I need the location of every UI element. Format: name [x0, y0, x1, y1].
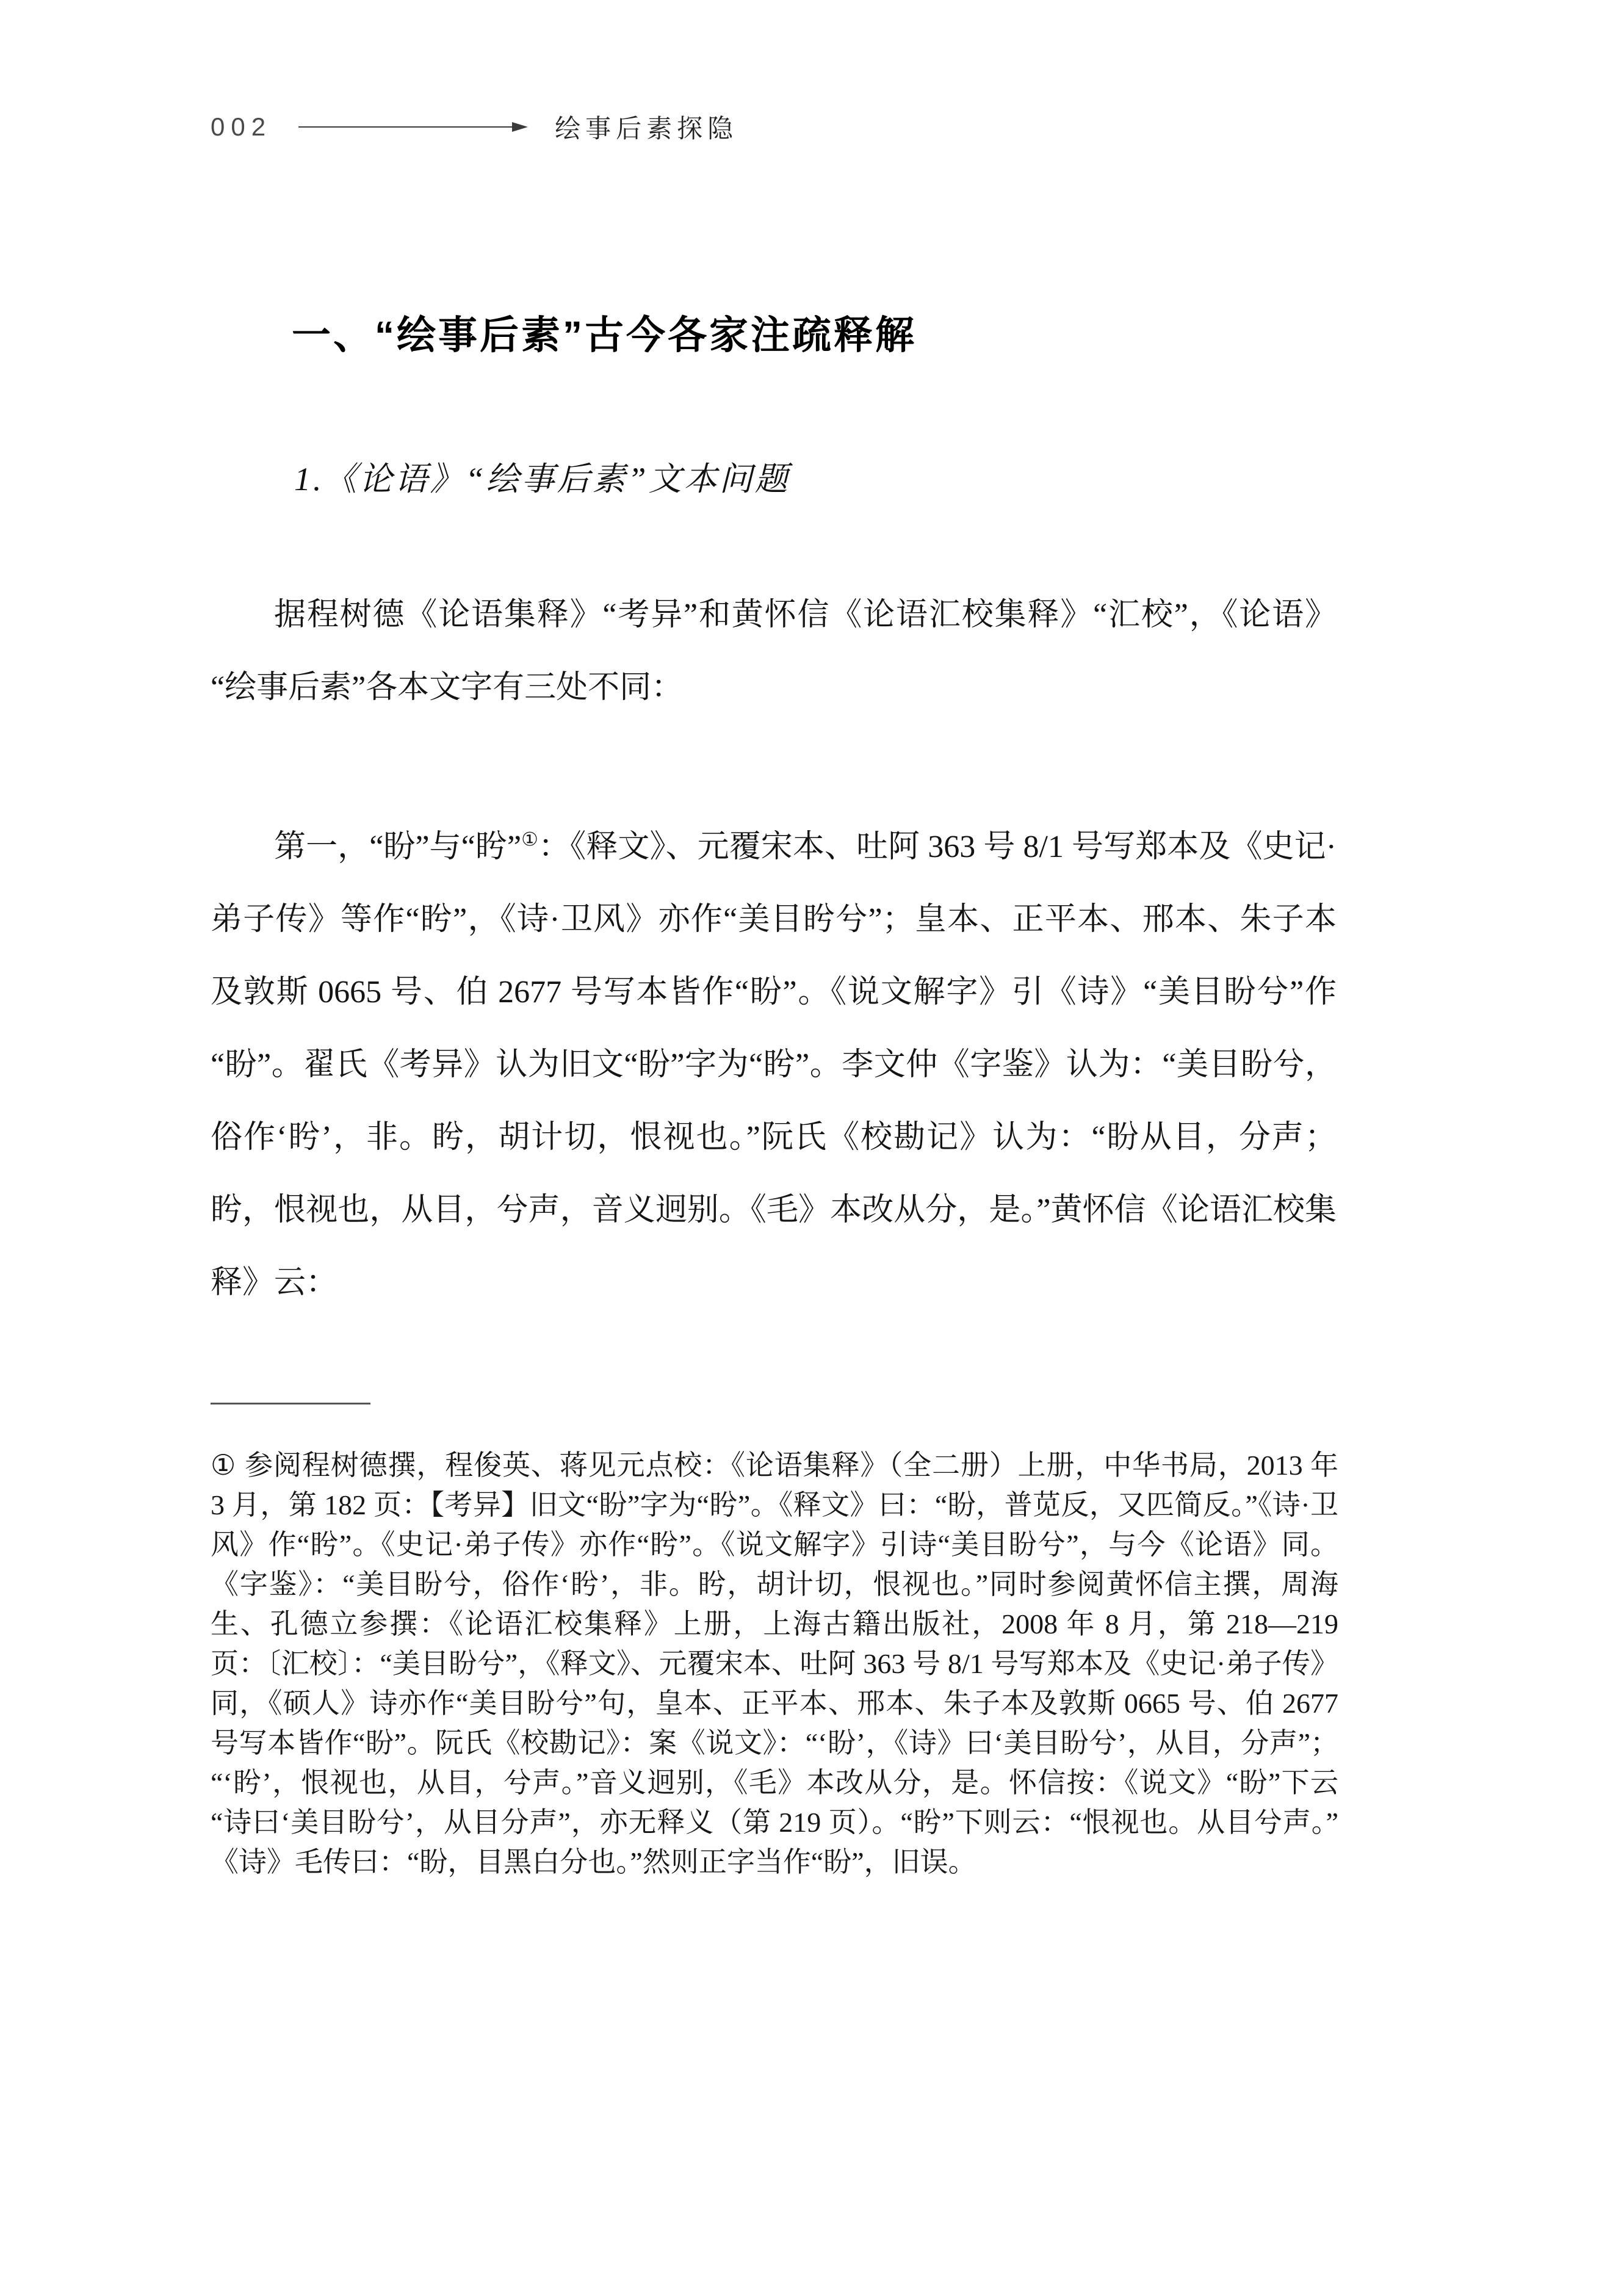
running-header [211, 109, 1340, 145]
footnote-body: 参阅程树德撰，程俊英、蒋见元点校：《论语集释》（全二册）上册，中华书局，2013 年 3 月，第 182 页：【考异】旧文“盼”字为“盻”。《释文》曰：“盼，普苋反，又匹简反。”《诗·卫风》作“盻”。《史记·弟子传》亦作“盻”。《说文解字》引诗“美目盼兮”，与今《论语》同。《字鉴》：“美目盼兮，俗作‘盻’，非。盻，胡计切，恨视也。”同时参阅黄怀信主撰，周海生、孔德立参撰：《论语汇校集释》上册，上海古籍出版社，2008 年 8 月，第 218—219 页：〔汇校〕：“美目盼兮”，《释文》、元覆宋本、吐阿 363 号 8/1 号写郑本及《史记·弟子传》同，《硕人》诗亦作“美目盼兮”句，皇本、正平本、邢本、朱子本及敦斯 0665 号、伯 2677 号写本皆作“盼”。阮氏《校勘记》：案《说文》：“‘盼’，《诗》曰‘美目盼兮’，从目，分声”；“‘盻’，恨视也，从目，兮声。”音义迥别，《毛》本改从分，是。怀信按：《说文》“盼”下云“诗曰‘美目盼兮’，从目分声”，亦无释义（第 219 页）。“盻”下则云：“恨视也。从目兮声。”《诗》毛传曰：“盼，目黑白分也。”然则正字当作“盼”，旧误。 [211, 1450, 1339, 1878]
footnote-divider [211, 1403, 370, 1404]
paragraph-2-text-start: 第一，“盼”与“盻” [274, 830, 522, 864]
page-number: 002 [211, 112, 272, 141]
footnote-marker-1: ① [211, 1450, 237, 1481]
body-paragraph-2 [211, 811, 1337, 1319]
footnote-text-block [211, 1445, 1338, 1882]
running-title: 绘事后素探隐 [555, 115, 738, 143]
chapter-heading: 一、“绘事后素”古今各家注疏释解 [292, 313, 917, 357]
section-heading: 1.《论语》“绘事后素”文本问题 [294, 461, 790, 497]
body-paragraph-1: 据程树德《论语集释》“考异”和黄怀信《论语汇校集释》“汇校”，《论语》“绘事后素”各本文字有三处不同： [211, 598, 1337, 705]
header-rule-arrow-icon [297, 119, 529, 135]
paragraph-2-text-continue: ：《释文》、元覆宋本、吐阿 363 号 8/1 号写郑本及《史记·弟子传》等作“盻”，《诗·卫风》亦作“美目盻兮”；皇本、正平本、邢本、朱子本及敦斯 0665 号、伯 2677 号写本皆作“盼”。《说文解字》引《诗》“美目盼兮”作“盼”。翟氏《考异》认为旧文“盼”字为“盻”。李文仲《字鉴》认为：“美目盼兮，俗作‘盻’，非。盻，胡计切，恨视也。”阮氏《校勘记》认为：“盼从目，分声；盻，恨视也，从目，兮声，音义迥别。《毛》本改从分，是。”黄怀信《论语汇校集释》云： [211, 830, 1337, 1300]
footnote-reference-1: ① [521, 828, 539, 850]
